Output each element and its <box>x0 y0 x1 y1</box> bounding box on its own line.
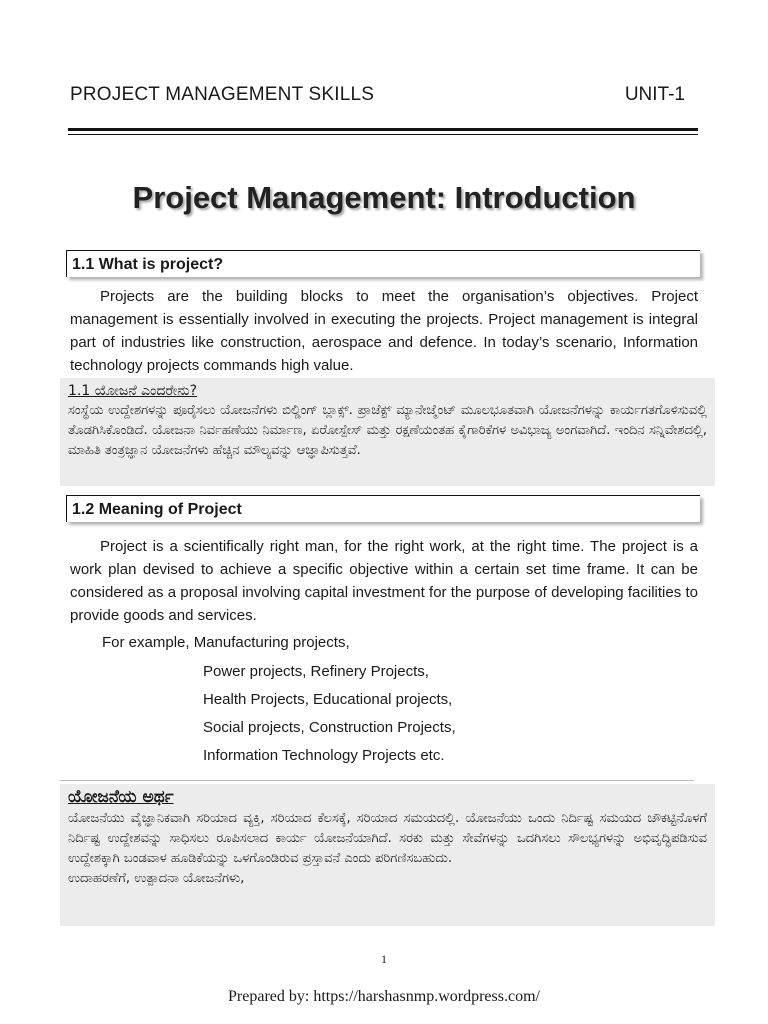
section1-paragraph: Projects are the building blocks to meet the organisation’s objectives. Project management is essentially involved in executing the projects. Project management is integral part of industries like construction, aerospace and defence. In today’s scenario, Information technology projects commands high value. <box>70 288 698 374</box>
kannada-example: ಉದಾಹರಣೆಗೆ, ಉತ್ಪಾದನಾ ಯೋಜನೆಗಳು, <box>68 871 245 886</box>
section-heading-1: 1.1 What is project? <box>66 250 700 277</box>
list-item: Information Technology Projects etc. <box>203 747 445 764</box>
header-rule-thin <box>68 134 698 135</box>
kannada-block-2 <box>60 784 715 926</box>
kannada-paragraph-2: ಯೋಜನೆಯು ವೈಜ್ಞಾನಿಕವಾಗಿ ಸರಿಯಾದ ವ್ಯಕ್ತಿ, ಸರಿಯಾದ ಕೆಲಸಕ್ಕೆ, ಸರಿಯಾದ ಸಮಯದಲ್ಲಿ. ಯೋಜನೆಯು ಒಂದು ನಿರ್ದಿಷ್ಟ ಸಮಯದ ಚೌಕಟ್ಟಿನೊಳಗೆ ನಿರ್ದಿಷ್ಟ ಉದ್ದೇಶವನ್ನು ಸಾಧಿಸಲು ರೂಪಿಸಲಾದ ಕಾರ್ಯ ಯೋಜನೆಯಾಗಿದೆ. ಸರಕು ಮತ್ತು ಸೇವೆಗಳನ್ನು ಒದಗಿಸಲು ಸೌಲಭ್ಯಗಳನ್ನು ಅಭಿವೃದ್ಧಿಪಡಿಸುವ ಉದ್ದೇಶಕ್ಕಾಗಿ ಬಂಡವಾಳ ಹೂಡಿಕೆಯನ್ನು ಒಳಗೊಂಡಿರುವ ಪ್ರಸ್ತಾವನೆ ಎಂದು ಪರಿಗಣಿಸಬಹುದು. <box>68 811 707 866</box>
header-left: PROJECT MANAGEMENT SKILLS <box>70 84 375 105</box>
page-number: 1 <box>381 952 387 966</box>
list-item: Power projects, Refinery Projects, <box>203 663 429 680</box>
page-title: Project Management: Introduction <box>132 180 636 215</box>
header-right: UNIT-1 <box>624 84 685 105</box>
section-heading-2: 1.2 Meaning of Project <box>66 495 700 522</box>
example-intro: For example, Manufacturing projects, <box>102 634 350 651</box>
kannada-paragraph-1: ಸಂಸ್ಥೆಯ ಉದ್ದೇಶಗಳನ್ನು ಪೂರೈಸಲು ಯೋಜನೆಗಳು ಬಿಲ್ಡಿಂಗ್ ಬ್ಲಾಕ್ಸ್. ಪ್ರಾಜೆಕ್ಟ್ ಮ್ಯಾನೇಜ್ಮೆಂಟ್ ಮೂಲಭೂತವಾಗಿ ಯೋಜನೆಗಳನ್ನು ಕಾರ್ಯಗತಗೊಳಿಸುವಲ್ಲಿ ತೊಡಗಿಸಿಕೊಂಡಿದೆ. ಯೋಜನಾ ನಿರ್ವಹಣೆಯು ನಿರ್ಮಾಣ, ಏರೋಸ್ಪೇಸ್ ಮತ್ತು ರಕ್ಷಣೆಯಂತಹ ಕೈಗಾರಿಕೆಗಳ ಅವಿಭಾಜ್ಯ ಅಂಗವಾಗಿದೆ. ಇಂದಿನ ಸನ್ನಿವೇಶದಲ್ಲಿ, ಮಾಹಿತಿ ತಂತ್ರಜ್ಞಾನ ಯೋಜನೆಗಳು ಹೆಚ್ಚಿನ ಮೌಲ್ಯವನ್ನು ಆಜ್ಞಾಪಿಸುತ್ತವೆ. <box>68 403 707 458</box>
kannada-block-1 <box>60 378 715 486</box>
list-item: Social projects, Construction Projects, <box>203 719 456 736</box>
separator-line <box>60 780 694 781</box>
example-list <box>203 658 456 770</box>
footer-credit: Prepared by: https://harshasnmp.wordpress.com/ <box>228 988 540 1005</box>
header-rule-thick <box>68 128 698 131</box>
kannada-title-2: ಯೋಜನೆಯ ಅರ್ಥ <box>68 787 174 807</box>
section2-paragraph: Project is a scientifically right man, for the right work, at the right time. The project is a work plan devised to achieve a specific objective within a certain set time frame. It can be considered as a proposal involving capital investment for the purpose of developing facilities to provide goods and services. <box>70 538 698 624</box>
kannada-title-1: 1.1 ಯೋಜನೆ ಎಂದರೇನು? <box>68 383 198 399</box>
list-item: Health Projects, Educational projects, <box>203 691 453 708</box>
